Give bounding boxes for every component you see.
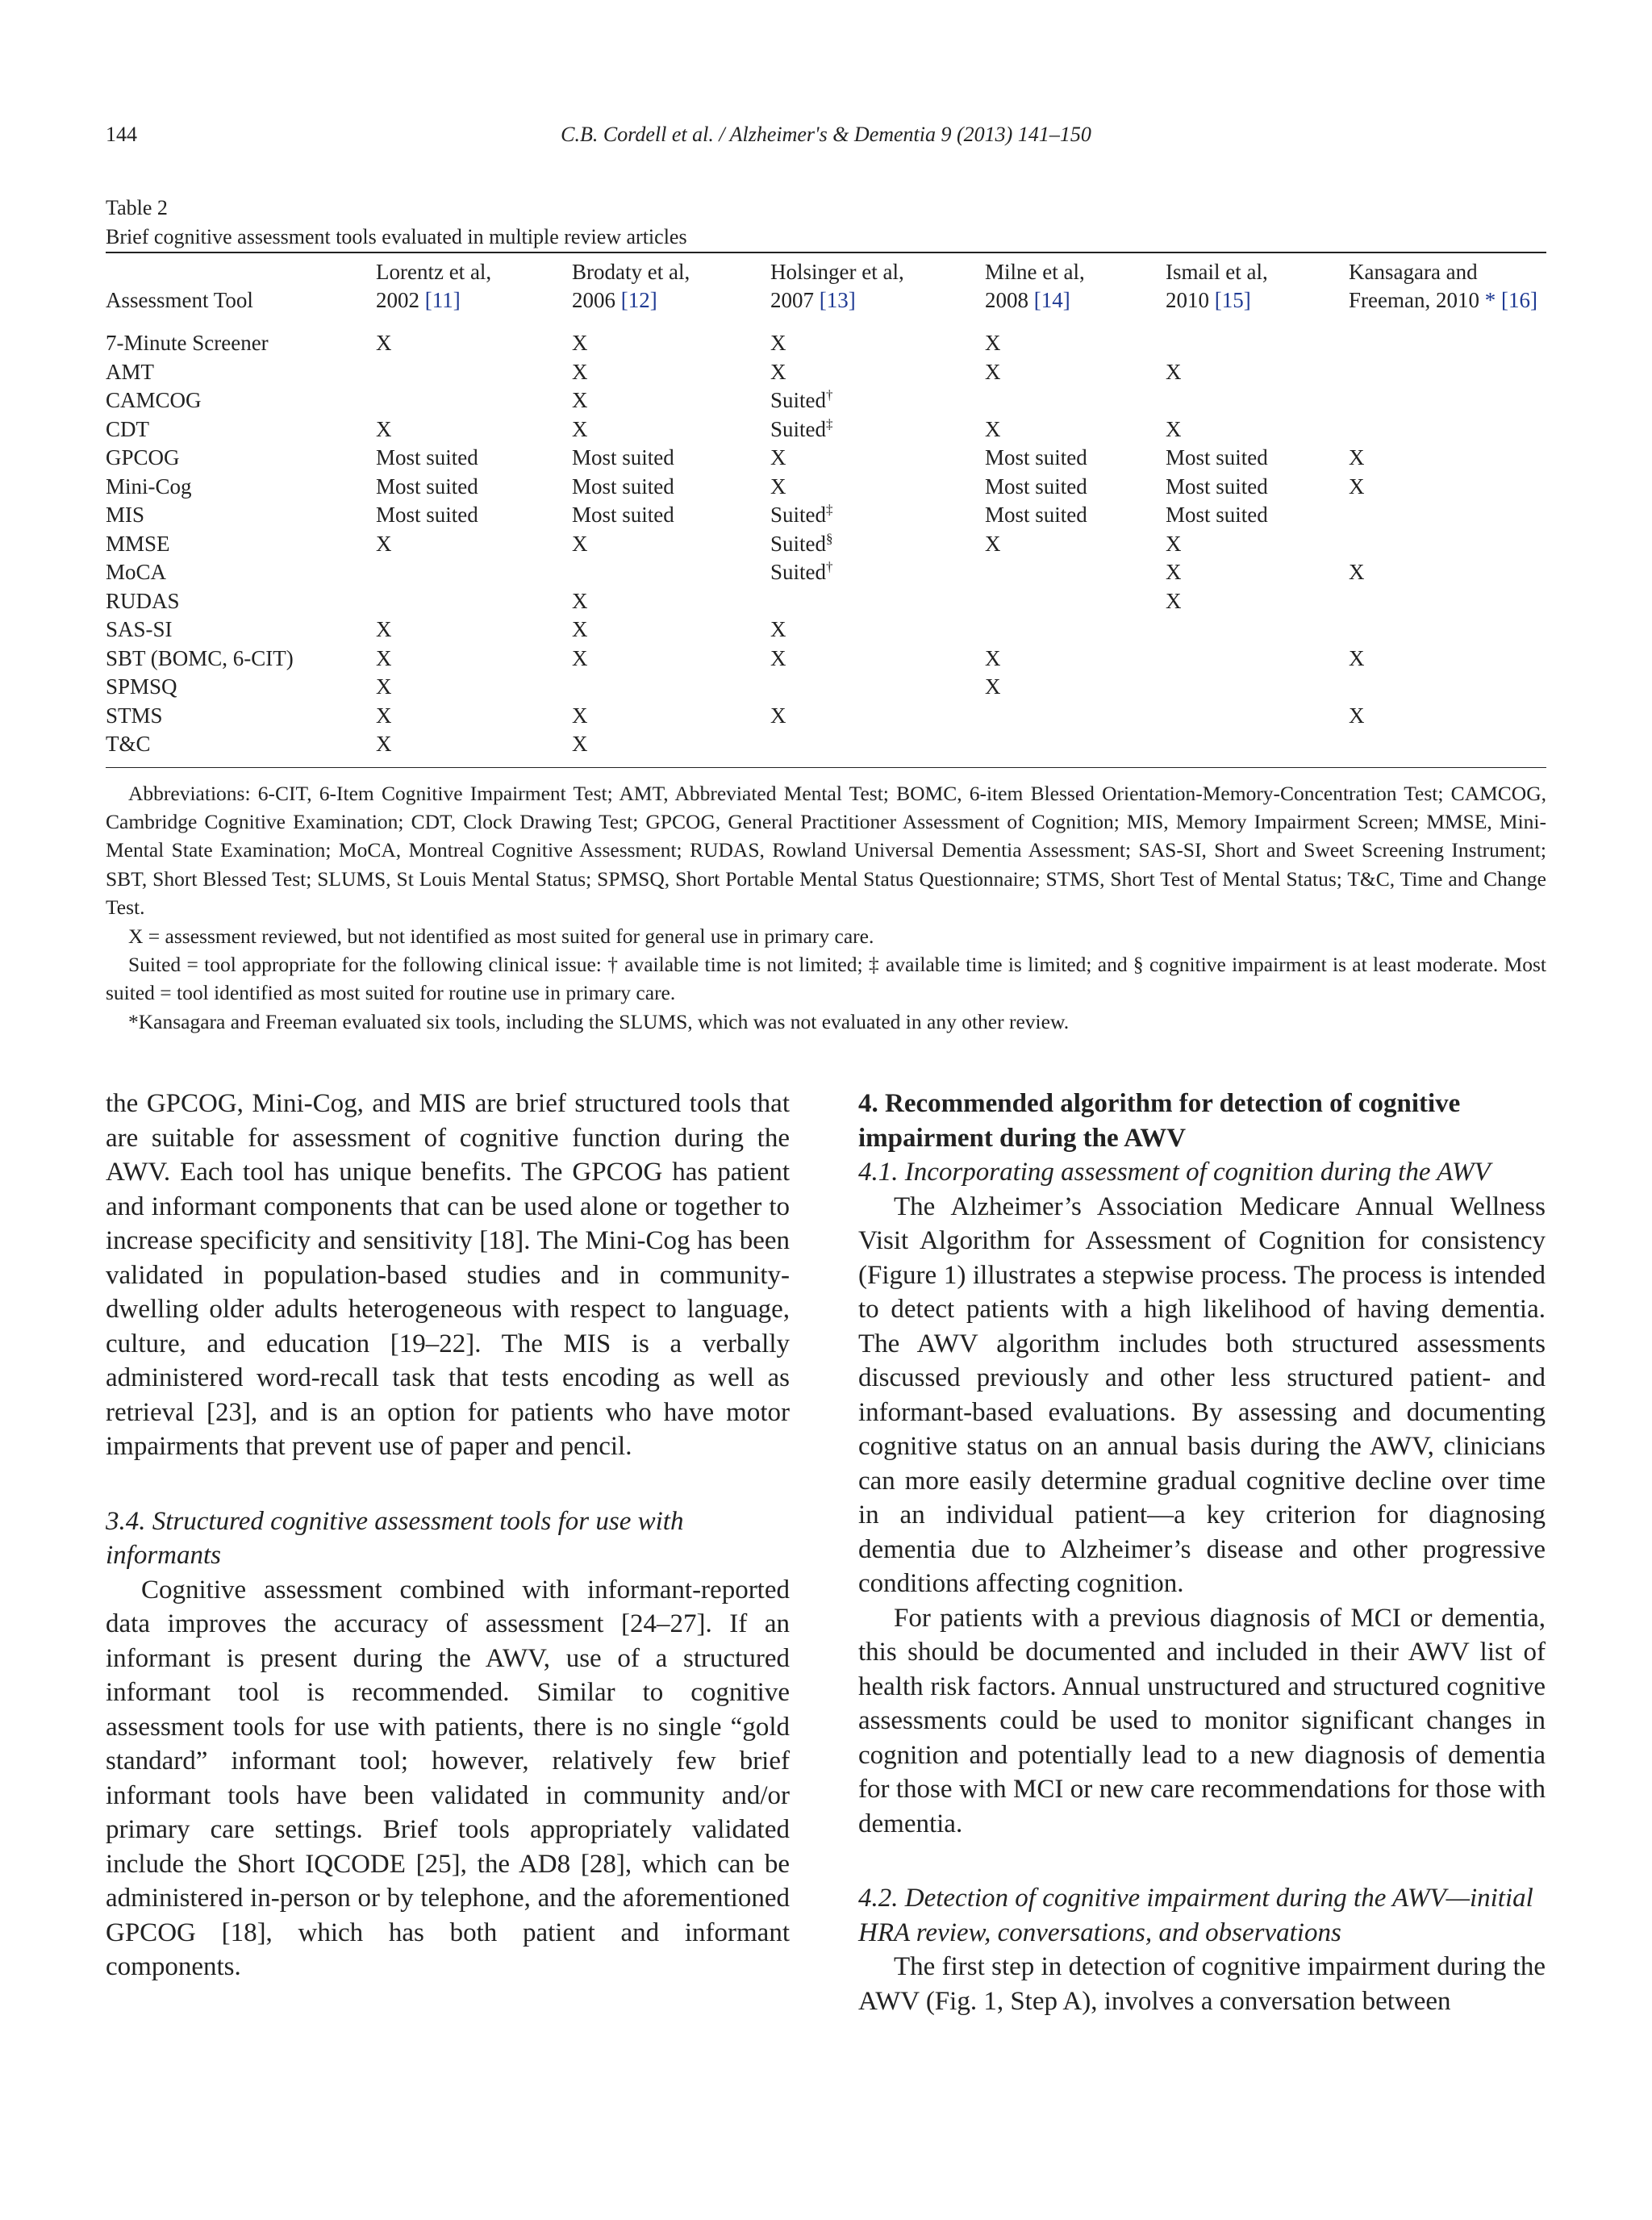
- table-cell: X: [770, 617, 786, 642]
- table-cell: MoCA: [106, 560, 167, 585]
- table-cell: [1166, 730, 1349, 767]
- table-cell: X: [1166, 359, 1182, 384]
- table-cell: [985, 386, 1166, 415]
- table-cell: SPMSQ: [106, 674, 177, 699]
- table-cell: X: [376, 617, 392, 642]
- table-cell: [1349, 321, 1546, 358]
- table-cell: [1166, 386, 1349, 415]
- table-row: [106, 501, 1546, 530]
- table-cell: [1349, 501, 1546, 530]
- section-heading-4-2: 4.2. Detection of cognitive impairment during the AWV—initial HRA review, conversations, and observations: [858, 1884, 1533, 1947]
- table-cell: X: [376, 416, 392, 441]
- table-cell: X: [985, 645, 1001, 670]
- table-cell: X: [376, 531, 392, 556]
- column-header: Milne et al, 2008 [14]: [985, 260, 1085, 312]
- column-header: Kansagara and Freeman, 2010 * [16]: [1349, 260, 1537, 312]
- table-row: [106, 444, 1546, 473]
- footnote: X = assessment reviewed, but not identified as most suited for general use in primary care.: [128, 924, 874, 948]
- table-row: [106, 358, 1546, 387]
- table-cell: [1166, 645, 1349, 674]
- column-header: Assessment Tool: [106, 288, 253, 312]
- paragraph: The Alzheimer’s Association Medicare Annual Wellness Visit Algorithm for Assessment of Cognition for consistency (Figure 1) illustrates a stepwise process. The process is intended to detect patients with a high likelihood of having dementia. The AWV algorithm includes both structured assessments discussed previously and other less structured patient- and informant-based evaluations. By assessing and documenting cognitive status on an annual basis during the AWV, clinicians can more easily determine gradual cognitive decline over time in an individual patient—a key criterion for diagnosing dementia due to Alzheimer’s disease and other progressive conditions affecting cognition.: [858, 1191, 1546, 1598]
- table-cell: [1349, 530, 1546, 559]
- section-heading-4: 4. Recommended algorithm for detection of cognitive impairment during the AWV: [858, 1089, 1461, 1153]
- right-column: [858, 1087, 1546, 2018]
- table-cell: X: [770, 359, 786, 384]
- table-cell: X: [572, 359, 588, 384]
- table-cell: X: [572, 703, 588, 728]
- paragraph: Cognitive assessment combined with informant-reported data improves the accuracy of assessment [24–27]. If an informant is present during the AWV, use of a structured informant tool is recommended. Similar to cognitive assessment tools for use with patients, there is no single “gold standard” informant tool; however, relatively few brief informant tools have been validated in community and/or primary care settings. Brief tools appropriately validated include the Short IQCODE [25], the AD8 [28], which can be administered in-person or by telephone, and the aforementioned GPCOG [18], which has both patient and informant components.: [106, 1575, 790, 1981]
- table-footnotes: [106, 779, 1546, 1037]
- table-body: [106, 321, 1546, 767]
- table-cell: CDT: [106, 416, 149, 441]
- table-row: [106, 616, 1546, 645]
- table-cell: Most suited: [572, 445, 674, 470]
- paragraph: The first step in detection of cognitive impairment during the AWV (Fig. 1, Step A), involves a conversation between: [858, 1952, 1546, 2016]
- column-header: Ismail et al, 2010 [15]: [1166, 260, 1268, 312]
- table-cell: X: [985, 331, 1001, 356]
- table-cell: [985, 558, 1166, 587]
- footnote: Abbreviations: 6-CIT, 6-Item Cognitive Impairment Test; AMT, Abbreviated Mental Test; BOMC, 6-item Blessed Orientation-Memory-Concentration Test; CAMCOG, Cambridge Cognitive Examination; CDT, Clock Drawing Test; GPCOG, General Practitioner Assessment of Cognition; MIS, Memory Impairment Screen; MMSE, Mini-Mental State Examination; MoCA, Montreal Cognitive Assessment; RUDAS, Rowland Universal Dementia Assessment; SAS-SI, Short and Sweet Screening Instrument; SBT, Short Blessed Test; SLUMS, St Louis Mental Status; SPMSQ, Short Portable Mental Status Questionnaire; STMS, Short Test of Mental Status; T&C, Time and Change Test.: [106, 781, 1546, 920]
- table-cell: [770, 673, 985, 702]
- paragraph: the GPCOG, Mini-Cog, and MIS are brief structured tools that are suitable for assessment of cognitive function during the AWV. Each tool has unique benefits. The GPCOG has patient and informant components that can be used alone or together to increase specificity and sensitivity [18]. The Mini-Cog has been validated in population-based studies and in community-dwelling older adults heterogeneous with respect to language, culture, and education [19–22]. The MIS is a verbally administered word-recall task that tests encoding as well as retrieval [23], and is an option for patients who have motor impairments that prevent use of paper and pencil.: [106, 1089, 790, 1461]
- table-cell: Most suited: [1166, 503, 1268, 528]
- table-cell: T&C: [106, 732, 151, 757]
- reference-link[interactable]: [12]: [620, 288, 657, 312]
- table-cell: Most suited: [572, 474, 674, 499]
- table-caption: [106, 194, 1546, 252]
- column-header: Brodaty et al, 2006 [12]: [572, 260, 690, 312]
- table-cell: MMSE: [106, 531, 170, 556]
- table-cell: Most suited: [1166, 474, 1268, 499]
- table-row: [106, 558, 1546, 587]
- table-cell: [770, 730, 985, 767]
- table-cell: [376, 358, 572, 387]
- table-cell: [985, 730, 1166, 767]
- table-row: [106, 473, 1546, 502]
- table-cell: X: [770, 645, 786, 670]
- table-cell: X: [985, 531, 1001, 556]
- table-cell: X: [1349, 474, 1365, 499]
- table-row: [106, 673, 1546, 702]
- footnote: Suited = tool appropriate for the following clinical issue: † available time is not limited; ‡ available time is limited; and § cognitive impairment is at least moderate. Most suited = tool identified as most suited for routine use in primary care.: [106, 952, 1546, 1005]
- table-cell: STMS: [106, 703, 163, 728]
- table-row: [106, 645, 1546, 674]
- table-cell: X: [572, 617, 588, 642]
- table-cell: [572, 558, 770, 587]
- table-cell: X: [1166, 416, 1182, 441]
- table-cell: X: [1349, 703, 1365, 728]
- table-cell: [1166, 702, 1349, 731]
- table-cell: CAMCOG: [106, 388, 202, 413]
- table-cell: 7-Minute Screener: [106, 331, 269, 356]
- section-heading-3-4: 3.4. Structured cognitive assessment tools for use with informants: [106, 1506, 684, 1570]
- table-cell: [376, 587, 572, 616]
- table-cell: [1349, 587, 1546, 616]
- running-head: [106, 123, 1546, 152]
- table-cell: Suited†: [770, 387, 833, 413]
- table-cell: Most suited: [985, 503, 1087, 528]
- table-cell: X: [770, 474, 786, 499]
- table-cell: Suited‡: [770, 502, 833, 528]
- table-row: [106, 702, 1546, 731]
- table-cell: [1349, 386, 1546, 415]
- table-cell: X: [572, 645, 588, 670]
- table-cell: X: [770, 445, 786, 470]
- table-row: [106, 415, 1546, 444]
- table-cell: [770, 587, 985, 616]
- table-cell: X: [572, 416, 588, 441]
- table-cell: [985, 616, 1166, 645]
- table-cell: X: [572, 531, 588, 556]
- table-cell: [1166, 673, 1349, 702]
- table-cell: [985, 587, 1166, 616]
- table-cell: [376, 386, 572, 415]
- table-cell: X: [376, 703, 392, 728]
- table-cell: X: [572, 331, 588, 356]
- table-cell: Most suited: [376, 445, 478, 470]
- table-cell: Most suited: [985, 474, 1087, 499]
- table-label: Table 2: [106, 196, 168, 219]
- table-cell: SAS-SI: [106, 617, 173, 642]
- table-cell: X: [572, 388, 588, 413]
- table-header-row: [106, 253, 1546, 321]
- table-row: [106, 587, 1546, 616]
- table-cell: RUDAS: [106, 588, 180, 613]
- table-cell: Most suited: [572, 503, 674, 528]
- column-header: Holsinger et al, 2007 [13]: [770, 260, 904, 312]
- journal-citation: C.B. Cordell et al. / Alzheimer's & Dementia 9 (2013) 141–150: [561, 123, 1091, 146]
- table-cell: X: [376, 732, 392, 757]
- table-cell: X: [376, 331, 392, 356]
- table-cell: [1349, 673, 1546, 702]
- table-cell: [1349, 358, 1546, 387]
- table-cell: X: [1349, 560, 1365, 585]
- paragraph: For patients with a previous diagnosis of MCI or dementia, this should be documented and included in their AWV list of health risk factors. Annual unstructured and structured cognitive assessments could be used to monitor significant changes in cognition and potentially lead to a new diagnosis of dementia for those with MCI or new care recommendations for those with dementia.: [858, 1603, 1546, 1838]
- table-cell: [1349, 616, 1546, 645]
- table-2: [106, 194, 1546, 1036]
- table-cell: [985, 702, 1166, 731]
- table-title: Brief cognitive assessment tools evaluated in multiple review articles: [106, 225, 687, 248]
- table-cell: X: [572, 588, 588, 613]
- reference-link[interactable]: [13]: [819, 288, 856, 312]
- table-cell: X: [376, 674, 392, 699]
- table-cell: X: [1349, 645, 1365, 670]
- reference-link[interactable]: * [16]: [1484, 288, 1537, 312]
- table-cell: X: [1166, 560, 1182, 585]
- table-row: [106, 321, 1546, 358]
- table-cell: AMT: [106, 359, 154, 384]
- table-cell: X: [1349, 445, 1365, 470]
- table-cell: X: [1166, 531, 1182, 556]
- table-cell: Most suited: [376, 503, 478, 528]
- table-cell: GPCOG: [106, 445, 180, 470]
- reference-link[interactable]: [14]: [1033, 288, 1070, 312]
- table-cell: X: [985, 359, 1001, 384]
- table-cell: X: [376, 645, 392, 670]
- assessment-table: [106, 253, 1546, 767]
- table-cell: Most suited: [985, 445, 1087, 470]
- table-cell: X: [572, 732, 588, 757]
- table-cell: Suited†: [770, 559, 833, 585]
- table-cell: Mini-Cog: [106, 474, 192, 499]
- table-cell: [376, 558, 572, 587]
- table-cell: Most suited: [376, 474, 478, 499]
- table-cell: X: [770, 331, 786, 356]
- table-cell: [1166, 321, 1349, 358]
- table-cell: X: [1166, 588, 1182, 613]
- table-cell: SBT (BOMC, 6-CIT): [106, 645, 294, 670]
- reference-link[interactable]: [15]: [1214, 288, 1251, 312]
- table-cell: X: [770, 703, 786, 728]
- table-cell: [572, 673, 770, 702]
- table-cell: Most suited: [1166, 445, 1268, 470]
- left-column: [106, 1087, 790, 1984]
- table-cell: Suited§: [770, 530, 833, 556]
- section-heading-4-1: 4.1. Incorporating assessment of cognition during the AWV: [858, 1158, 1491, 1187]
- table-row: [106, 730, 1546, 767]
- footnote: *Kansagara and Freeman evaluated six tools, including the SLUMS, which was not evaluated in any other review.: [128, 1009, 1070, 1033]
- table-cell: X: [985, 416, 1001, 441]
- reference-link[interactable]: [11]: [424, 288, 461, 312]
- table-cell: [1349, 730, 1546, 767]
- page-number: 144: [106, 123, 137, 146]
- table-cell: [1349, 415, 1546, 444]
- table-cell: MIS: [106, 503, 145, 528]
- table-cell: [1166, 616, 1349, 645]
- table-row: [106, 530, 1546, 559]
- table-cell: Suited‡: [770, 415, 833, 441]
- column-header: Lorentz et al, 2002 [11]: [376, 260, 492, 312]
- table-cell: X: [985, 674, 1001, 699]
- table-row: [106, 386, 1546, 415]
- table-bottom-rule: [106, 767, 1546, 768]
